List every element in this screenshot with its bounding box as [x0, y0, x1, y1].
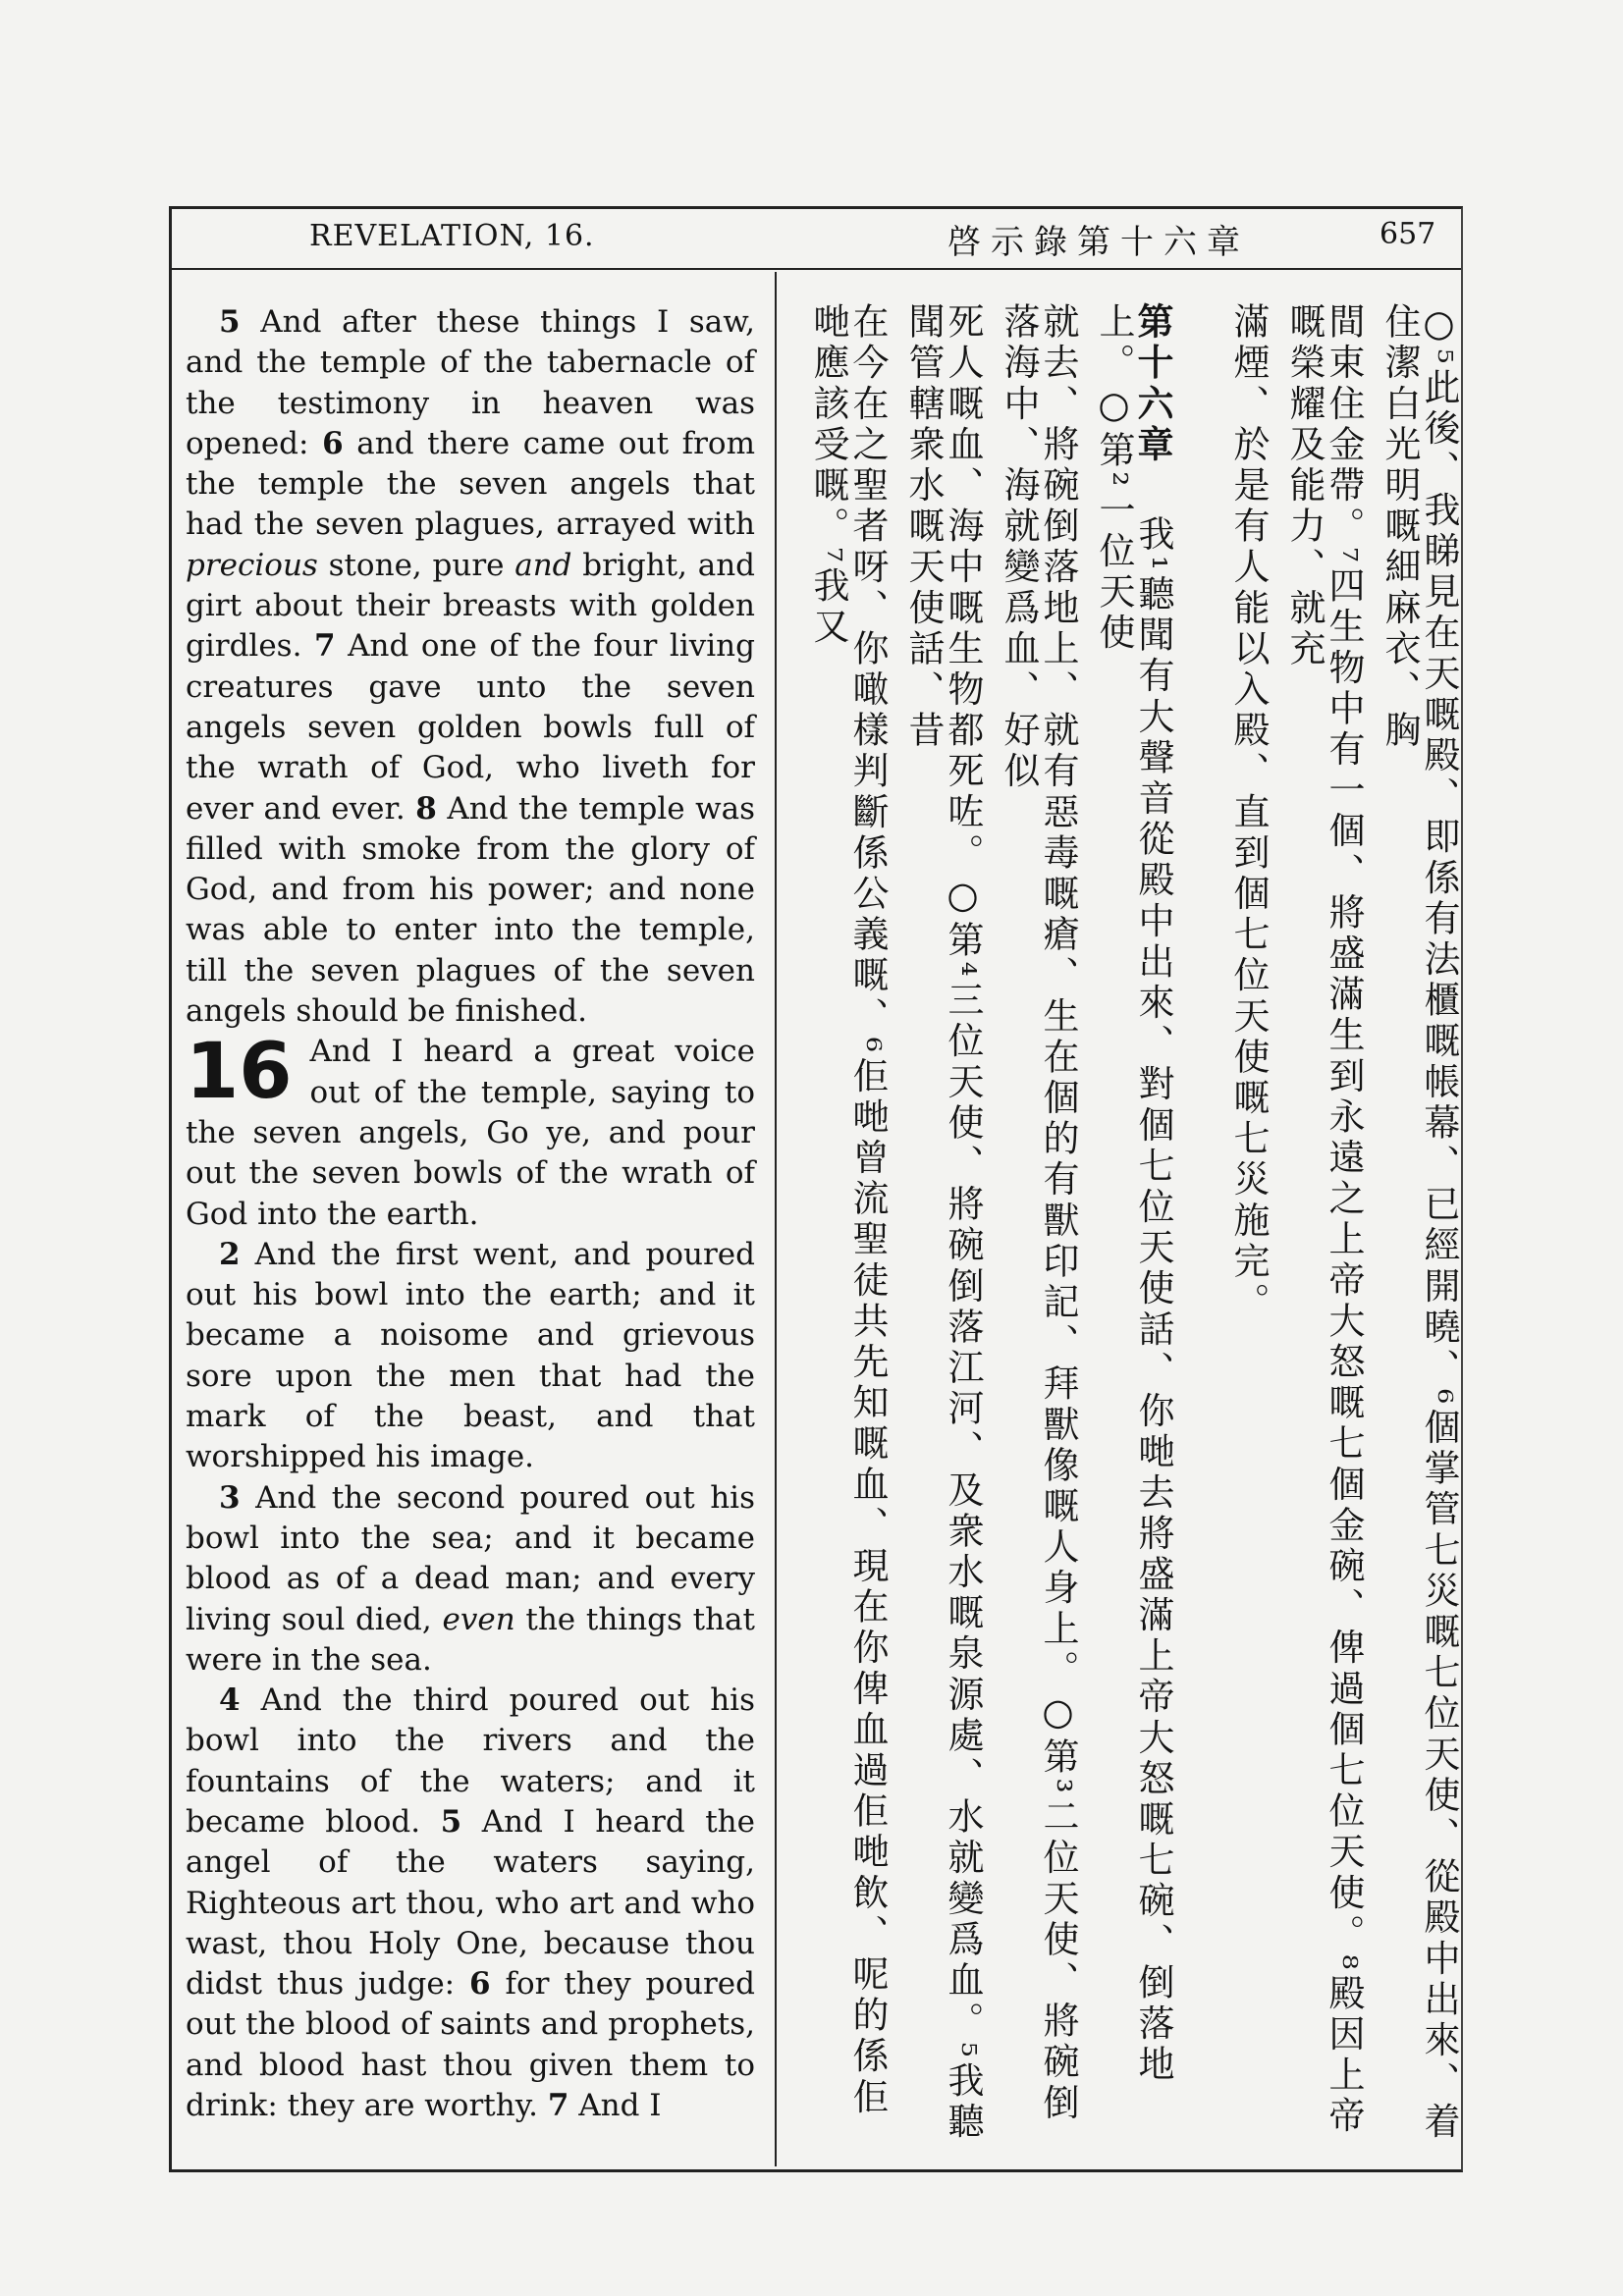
verse-text: And the second poured out his bowl into the sea; and it became blood as of a dead man; and every living soul died, [186, 1479, 755, 1637]
chinese-text: 死人嘅血、海中嘅生物都死咗。○第⁴三位天使、將碗倒落江河、及衆水嘅泉源處、水就變爲血。⁵我聽聞管轄衆水嘅天使話、昔 [902, 302, 984, 2144]
chinese-text: 我¹聽聞有大聲音從殿中出來、對個七位天使話、你哋去將盛滿上帝大怒嘅七碗、倒落地上。○第²一位天使 [1093, 302, 1174, 2086]
verse-text: And I heard a great voice out of the temple, saying to the seven angels, Go ye, and pour out the seven bowls of the wrath of God into the earth. [186, 1034, 755, 1232]
verse-number: 5 [219, 304, 241, 340]
verse-paragraph [186, 1235, 755, 1478]
chapter-opening [186, 1028, 755, 1234]
verse-number: 6 [469, 1966, 491, 2002]
italic-word: precious [186, 547, 318, 583]
chinese-text-column [999, 302, 1077, 2158]
verse-number: 4 [219, 1682, 241, 1719]
verse-number: 3 [219, 1479, 241, 1516]
chinese-text: 就去、將碗倒落地上、就有惡毒嘅瘡、生在個的有獸印記、拜獸像嘅人身上。○第³二位天使、將碗倒落海中、海就變爲血、好似 [998, 302, 1079, 2124]
verse-text: stone, pure [317, 547, 515, 583]
chinese-text-column [1094, 302, 1172, 2158]
chinese-text-column [1380, 302, 1458, 2158]
chinese-text-column [808, 302, 887, 2158]
chinese-column [790, 302, 1458, 2158]
verse-text: bright, and girt about their breasts with golden girdles. [186, 547, 756, 665]
chapter-number: 16 [186, 1028, 293, 1117]
verse-number: 6 [322, 425, 344, 461]
english-column [186, 302, 755, 2126]
verse-text: the things that were in the sea. [186, 1601, 755, 1678]
verse-number: 7 [314, 628, 336, 665]
verse-number: 7 [547, 2088, 569, 2124]
verse-text: And the temple was filled with smoke from the glory of God, and from his power; and none was able to enter into the temple, till the seven plagues of the seven angels should be finished. [186, 790, 755, 1030]
page-frame [169, 206, 1463, 2172]
verse-paragraph [186, 1681, 755, 2126]
page-number: 657 [1380, 217, 1436, 251]
header-title-english: REVELATION, 16. [309, 219, 595, 253]
chinese-text: 滿煙、於是有人能以入殿、直到個七位天使嘅七災施完。 [1227, 302, 1270, 1323]
running-header [172, 209, 1461, 270]
verse-paragraph [186, 302, 755, 1032]
chinese-text: 間束住金帶。⁷四生物中有一個、將盛滿生到永遠之上帝大怒嘅七個金碗、俾過個七位天使。⁸殿因上帝嘅榮耀及能力、就充 [1283, 302, 1365, 2138]
chinese-text: 在今在之聖者呀、你噉樣判斷係公義嘅、⁶佢哋曾流聖徒共先知嘅血、現在你俾血過佢哋飲、呢的係佢哋應該受嘅。⁷我又 [807, 302, 889, 2118]
chinese-text-column [1228, 302, 1268, 2158]
verse-text: And I [568, 2088, 662, 2124]
italic-word: and [514, 547, 572, 583]
verse-paragraph [186, 1478, 755, 1681]
verse-text: and there came out from the temple the seven angels that had the seven plagues, arrayed with [186, 425, 755, 543]
italic-word: even [442, 1601, 515, 1637]
verse-text: And I heard the angel of the waters saying, Righteous art thou, who art and who wast, thou Holy One, because thou didst thus judge: [186, 1803, 755, 2002]
verse-text: And the first went, and poured out his bowl into the earth; and it became a noisome and grievous sore upon the men that had the mark of the beast, and that worshipped his image. [186, 1236, 755, 1475]
verse-text: And the third poured out his bowl into the rivers and the fountains of the waters; and it became blood. [186, 1682, 755, 1840]
verse-text: for they poured out the blood of saints and prophets, and blood hast thou given them to drink: they are worthy. [186, 1966, 755, 2124]
chapter-heading-chinese: 第十六章 [1131, 302, 1174, 466]
header-title-chinese: 啓示錄第十六章 [947, 223, 1250, 262]
chinese-text-column [1284, 302, 1363, 2158]
verse-number: 5 [440, 1803, 462, 1840]
verse-text: And after these things I saw, and the temple of the tabernacle of the testimony in heaven was opened: [186, 304, 755, 461]
chinese-text-column [903, 302, 982, 2158]
verse-number: 2 [219, 1236, 241, 1272]
chinese-text: ○⁵此後、我睇見在天嘅殿、即係有法櫃嘅帳幕、已經開曉、⁶個掌管七災嘅七位天使、從殿中出來、着住潔白光明嘅細麻衣、胸 [1379, 302, 1460, 2144]
verse-number: 8 [415, 790, 437, 827]
verse-text: And one of the four living creatures gave unto the seven angels seven golden bowls full of the wrath of God, who liveth for ever and ever. [186, 628, 755, 827]
column-divider [775, 272, 777, 2166]
